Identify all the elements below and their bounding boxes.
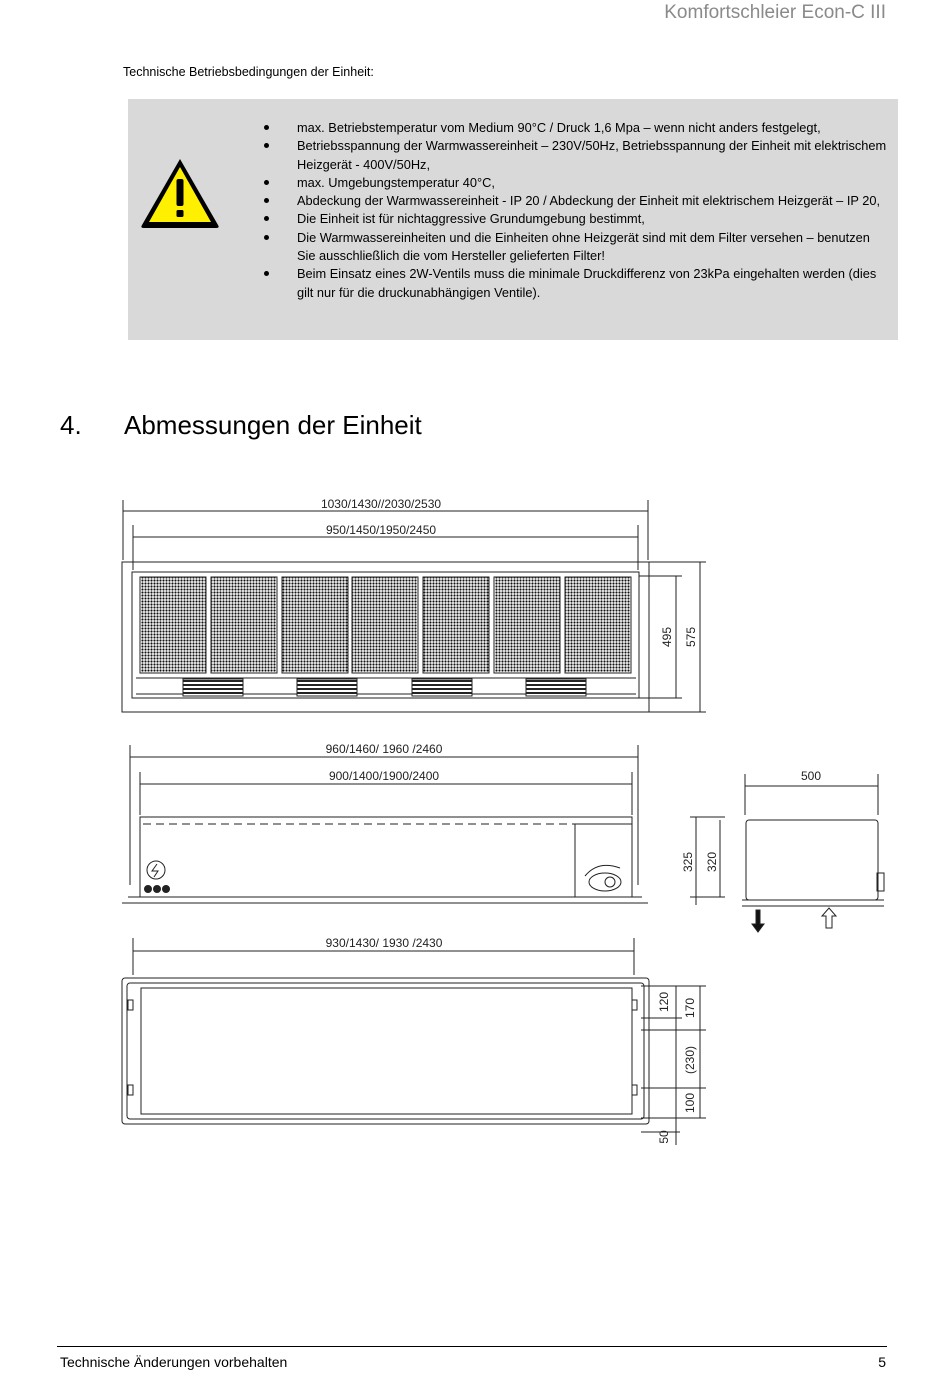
dim-side-inner: 900/1400/1900/2400: [328, 769, 440, 783]
dim-bottom-width: 930/1430/ 1930 /2430: [325, 936, 443, 950]
dim-bottom-230: (230): [683, 1045, 697, 1075]
dim-bottom-100: 100: [683, 1092, 697, 1114]
dim-side-height-1: 325: [681, 851, 695, 873]
dim-end-width: 500: [800, 769, 822, 783]
footer-divider: [57, 1346, 887, 1347]
operating-conditions-intro: Technische Betriebsbedingungen der Einheit:: [123, 65, 374, 79]
section-number: 4.: [60, 410, 82, 440]
warning-item: Abdeckung der Warmwassereinheit - IP 20 / Abdeckung der Einheit mit elektrischem Heizgerät – IP 20,: [262, 192, 887, 210]
page-number: 5: [878, 1354, 886, 1370]
warning-item: Die Einheit ist für nichtaggressive Grundumgebung bestimmt,: [262, 210, 887, 228]
footer-note: Technische Änderungen vorbehalten: [60, 1354, 288, 1370]
dim-side-height-2: 320: [705, 851, 719, 873]
warning-item: Beim Einsatz eines 2W-Ventils muss die minimale Druckdifferenz von 23kPa eingehalten werden (dies gilt nur für die druckunabhängigen Ventile).: [262, 265, 887, 302]
dim-side-overall: 960/1460/ 1960 /2460: [325, 742, 443, 756]
warning-item: max. Umgebungstemperatur 40°C,: [262, 174, 887, 192]
warning-item: Die Warmwassereinheiten und die Einheiten ohne Heizgerät sind mit dem Filter versehen – benutzen Sie ausschließlich die vom Hersteller gelieferten Filter!: [262, 229, 887, 266]
dim-front-height-2: 575: [684, 626, 698, 648]
dim-front-inner: 950/1450/1950/2450: [325, 523, 437, 537]
dim-bottom-50: 50: [657, 1130, 671, 1144]
warning-item: max. Betriebstemperatur vom Medium 90°C / Druck 1,6 Mpa – wenn nicht anders festgelegt,: [262, 119, 887, 137]
dim-front-overall: 1030/1430//2030/2530: [320, 497, 442, 511]
dim-front-height-1: 495: [660, 626, 674, 648]
document-header-title: Komfortschleier Econ-C III: [664, 2, 886, 23]
dim-bottom-120: 120: [657, 991, 671, 1013]
dim-bottom-170: 170: [683, 997, 697, 1019]
section-title: Abmessungen der Einheit: [124, 410, 422, 440]
warning-item: Betriebsspannung der Warmwassereinheit – 230V/50Hz, Betriebsspannung der Einheit mit elektrischem Heizgerät - 400V/50Hz,: [262, 137, 887, 174]
